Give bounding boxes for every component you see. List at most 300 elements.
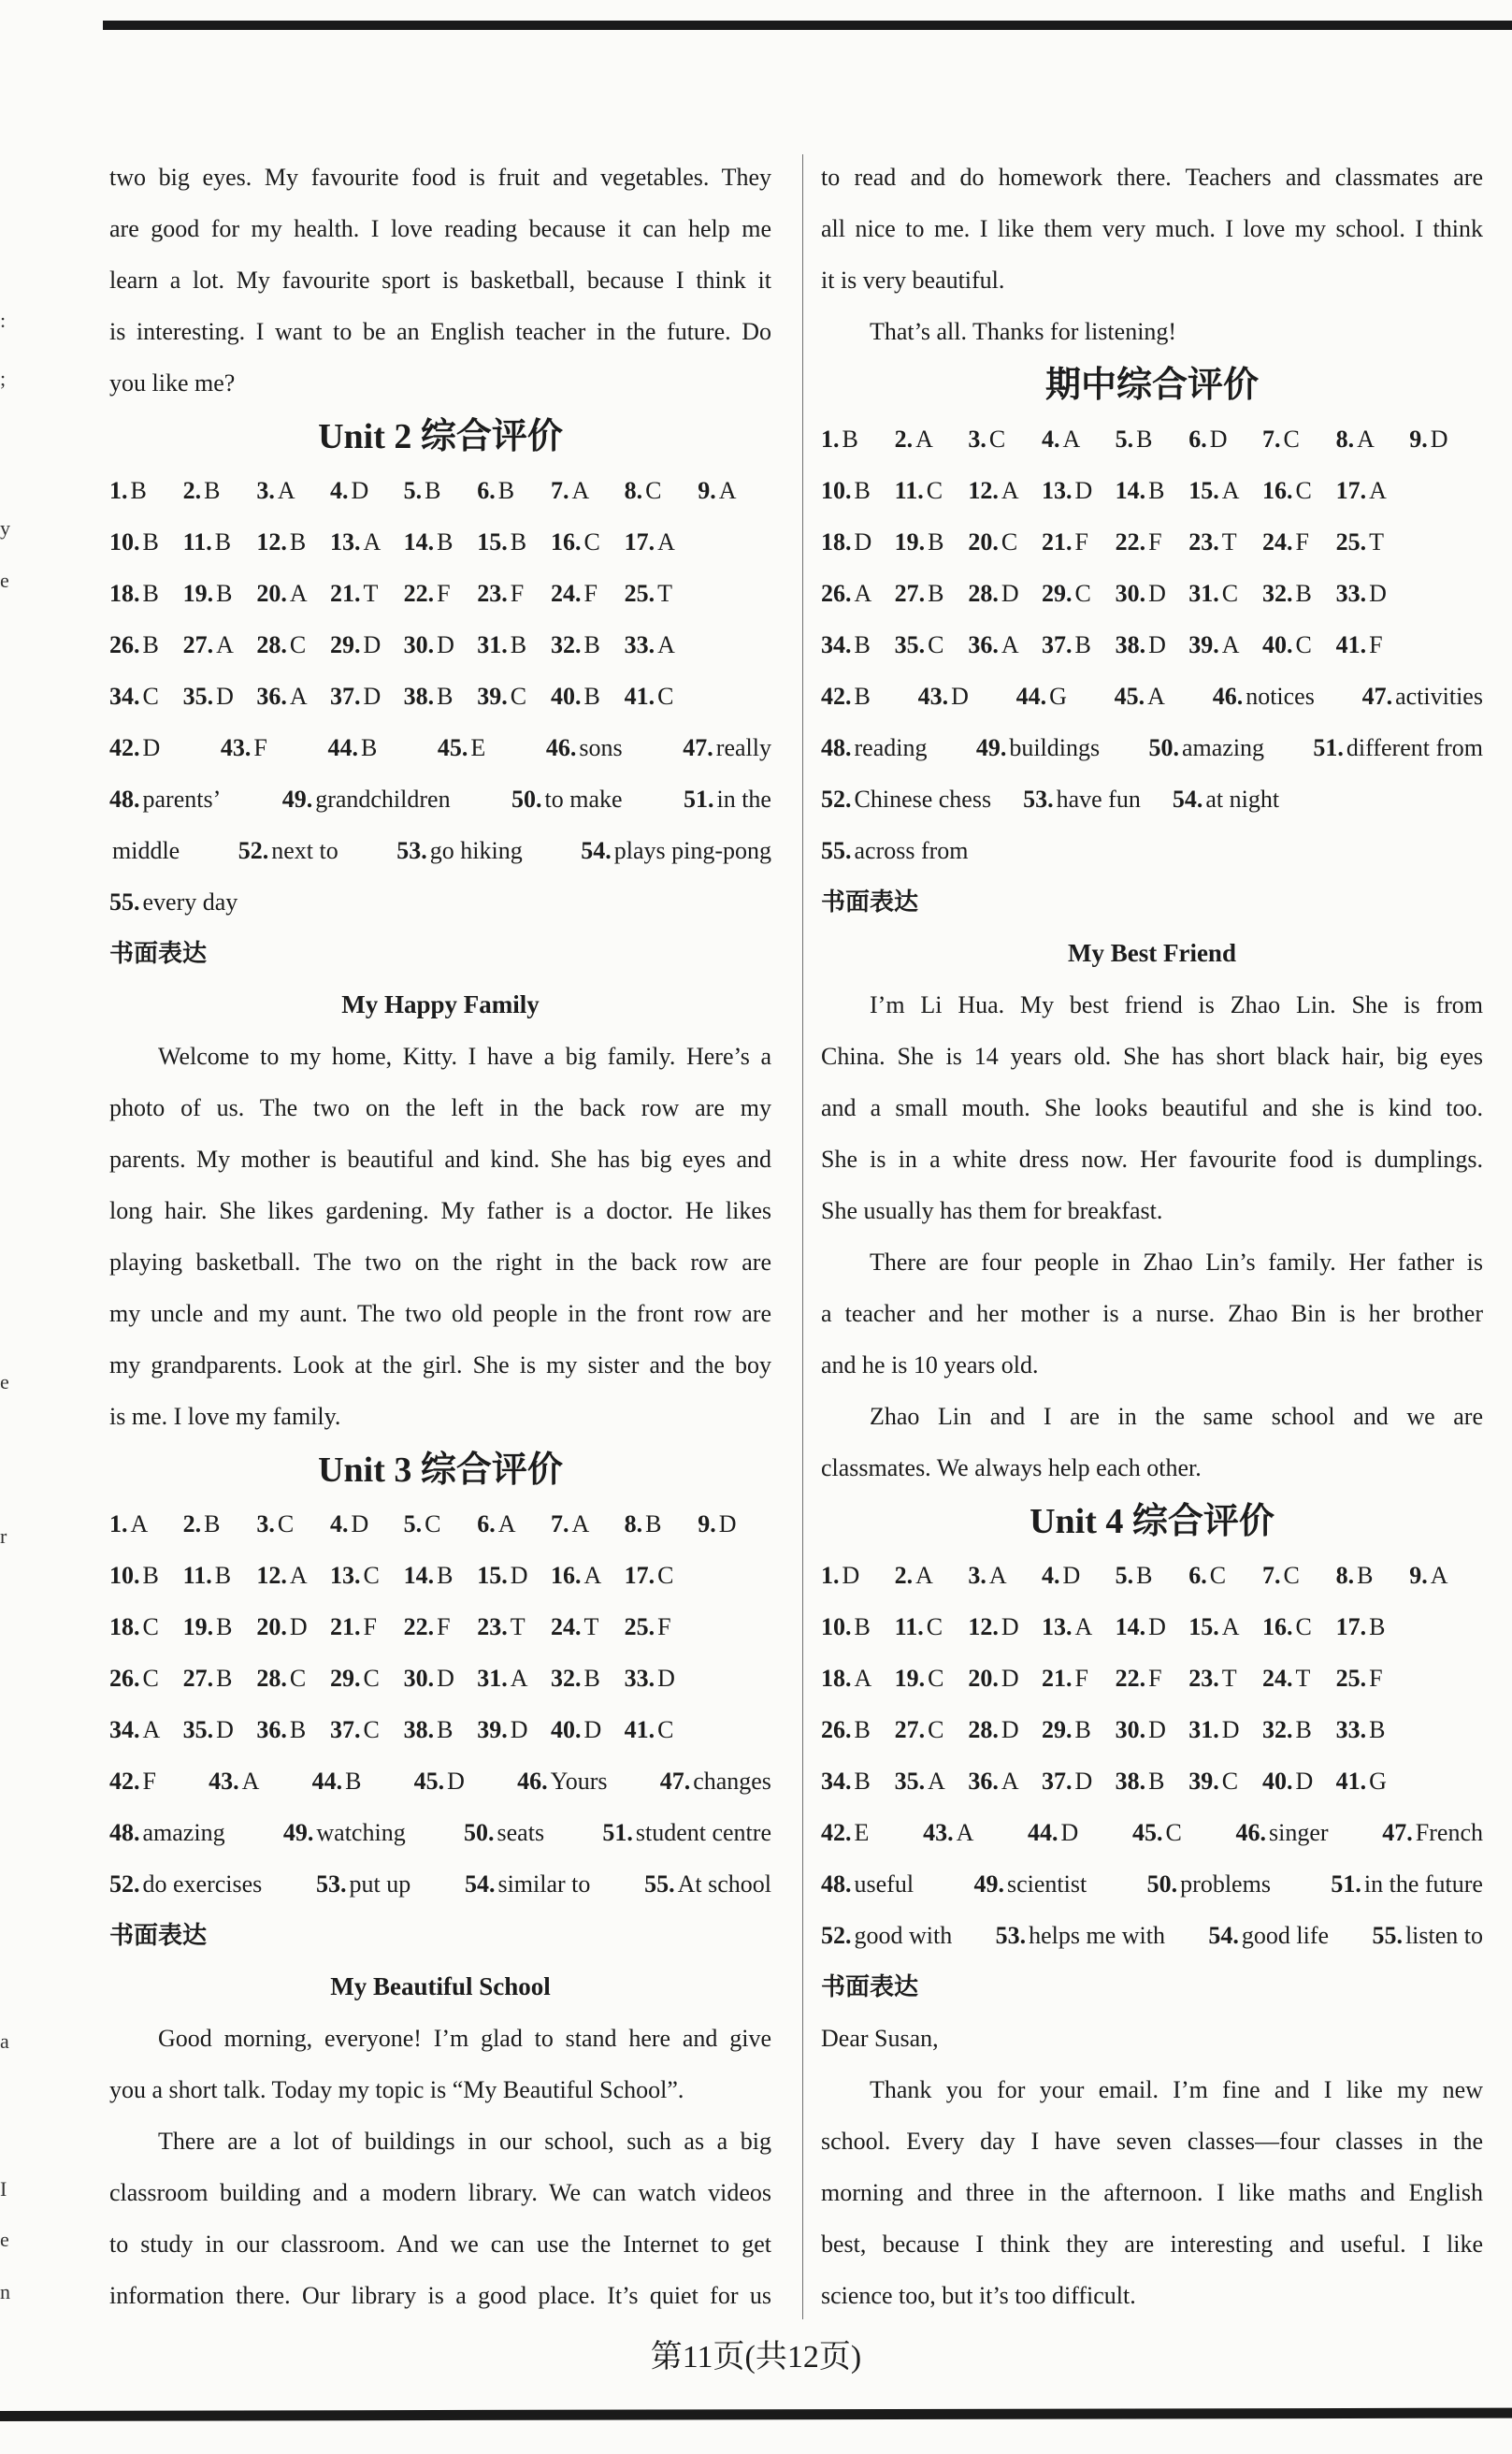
answer-value: A [1147, 683, 1165, 710]
answer-item [625, 568, 698, 619]
answer-number: 53. [1023, 786, 1054, 813]
answer-number: 35. [182, 683, 214, 710]
answer-number: 54. [1208, 1922, 1239, 1949]
answer-item [1262, 1755, 1336, 1807]
answer-number: 43. [209, 1768, 239, 1795]
answer-item [256, 1704, 330, 1755]
answer-value: middle [112, 837, 180, 864]
answer-number: 22. [1115, 1665, 1146, 1692]
answer-number: 7. [1261, 426, 1281, 453]
answer-number: 5. [403, 1510, 423, 1537]
answer-value: D [363, 631, 382, 658]
answer-item [1336, 568, 1410, 619]
answer-item [1023, 773, 1141, 825]
essay-line: is me. I love my family. [109, 1403, 341, 1430]
answer-item [895, 568, 969, 619]
answer-value: F [1369, 631, 1383, 658]
answer-number: 1. [821, 1562, 840, 1589]
answer-number: 49. [282, 1819, 314, 1846]
answer-item [1116, 1550, 1189, 1601]
answer-value: similar to [497, 1870, 591, 1898]
answer-number: 41. [1335, 1768, 1367, 1795]
answer-number: 3. [968, 1562, 986, 1589]
answer-item [330, 1704, 404, 1755]
essay-line: and he is 10 years old. [821, 1351, 1039, 1379]
answer-number: 5. [1115, 426, 1134, 453]
answer-row [821, 671, 1483, 722]
answer-row [821, 1858, 1483, 1910]
answer-item [1132, 1807, 1182, 1858]
answer-number: 43. [917, 683, 949, 710]
answer-item [1331, 1858, 1483, 1910]
answer-item [1042, 1755, 1116, 1807]
answer-number: 28. [256, 1665, 287, 1692]
answer-number: 16. [1261, 477, 1293, 504]
answer-item [1313, 722, 1483, 773]
answer-row [109, 1601, 771, 1653]
answer-number: 5. [403, 477, 423, 504]
answer-item [1372, 1910, 1483, 1961]
answer-number: 52. [821, 1922, 852, 1949]
answer-item [312, 1755, 362, 1807]
answer-item [1262, 619, 1336, 671]
answer-value: F [657, 1613, 671, 1640]
answer-number: 36. [968, 631, 999, 658]
answer-item [183, 1704, 257, 1755]
answer-row [821, 1653, 1483, 1704]
answer-item [330, 465, 404, 516]
answer-item [1336, 1601, 1410, 1653]
answer-item [821, 1704, 895, 1755]
answer-item [477, 671, 551, 722]
answer-value: C [142, 683, 159, 710]
answer-number: 3. [968, 426, 986, 453]
answer-number: 47. [659, 1768, 691, 1795]
answer-item [968, 413, 1042, 465]
answer-value: C [1283, 1562, 1300, 1589]
answer-value: activities [1395, 683, 1483, 710]
answer-number: 51. [1331, 1870, 1361, 1898]
edge-mark: n [0, 2280, 10, 2303]
answer-value: B [854, 477, 871, 504]
answer-number: 7. [550, 477, 569, 504]
answer-item [821, 671, 871, 722]
answer-item [477, 1704, 551, 1755]
answer-value: B [928, 528, 944, 556]
answer-number: 2. [894, 1562, 914, 1589]
answer-value: A [571, 477, 590, 504]
answer-value: T [583, 1613, 599, 1640]
answer-number: 48. [821, 1870, 852, 1898]
answer-value: C [289, 1665, 307, 1692]
answer-number: 52. [821, 786, 852, 813]
answer-value: B [1148, 477, 1165, 504]
answer-number: 53. [396, 837, 427, 864]
answer-item [109, 773, 221, 825]
answer-item [256, 1498, 330, 1550]
answer-item [1042, 465, 1116, 516]
answer-item [477, 1653, 551, 1704]
section-heading: 期中综合评价 [1044, 366, 1259, 405]
answer-item [183, 465, 257, 516]
answer-value: A [718, 477, 737, 504]
answer-number: 23. [1188, 528, 1219, 556]
answer-number: 17. [624, 1562, 655, 1589]
answer-value: A [1062, 426, 1081, 453]
answer-value: D [216, 683, 234, 710]
answer-number: 29. [329, 1665, 361, 1692]
answer-number: 18. [821, 1665, 852, 1692]
answer-number: 29. [329, 631, 361, 658]
answer-item [698, 1498, 771, 1550]
essay-line: She usually has them for breakfast. [821, 1197, 1163, 1224]
answer-value: B [854, 683, 871, 710]
answer-item [918, 671, 969, 722]
answer-item [256, 671, 330, 722]
answer-value: D [1060, 1819, 1079, 1846]
answer-value: A [142, 1716, 161, 1743]
answer-number: 13. [329, 1562, 361, 1589]
answer-item [109, 1498, 183, 1550]
answer-value: B [854, 1716, 871, 1743]
answer-number: 12. [256, 1562, 287, 1589]
answer-number: 15. [1188, 477, 1219, 504]
answer-row [109, 1498, 771, 1550]
answer-block [109, 465, 771, 928]
answer-number: 10. [821, 1613, 852, 1640]
answer-value: D [363, 683, 382, 710]
answer-value: A [1221, 631, 1240, 658]
answer-item [821, 1910, 952, 1961]
edge-mark: : [0, 309, 7, 332]
answer-number: 18. [109, 1613, 140, 1640]
answer-number: 42. [109, 734, 140, 761]
answer-item [1116, 568, 1189, 619]
answer-item [256, 1601, 330, 1653]
answer-value: amazing [142, 1819, 225, 1846]
answer-number: 49. [281, 786, 313, 813]
answer-number: 49. [975, 734, 1007, 761]
text-line: you like me? [109, 369, 236, 397]
answer-value: good life [1241, 1922, 1330, 1949]
essay-line: There are four people in Zhao Lin’s family. Her father is [870, 1249, 1483, 1276]
answer-item [330, 1550, 404, 1601]
answer-number: 40. [550, 1716, 582, 1743]
answer-row [821, 1807, 1483, 1858]
edge-mark: e [0, 569, 9, 592]
essay-line: classroom building and a modern library. We can watch videos [109, 2179, 771, 2206]
answer-number: 20. [968, 528, 999, 556]
answer-value: C [657, 683, 674, 710]
answer-value: scientist [1007, 1870, 1087, 1898]
answer-value: reading [854, 734, 928, 761]
answer-value: C [510, 683, 527, 710]
answer-item [551, 516, 625, 568]
left-column [109, 152, 771, 2321]
answer-number: 25. [624, 1613, 655, 1640]
answer-item [1336, 1653, 1410, 1704]
answer-value: student centre [635, 1819, 771, 1846]
essay-line: playing basketball. The two on the right in the back row are [109, 1249, 771, 1276]
answer-value: F [437, 580, 451, 607]
answer-value: D [1001, 1613, 1019, 1640]
answer-item [1042, 1550, 1116, 1601]
answer-number: 29. [1041, 1716, 1073, 1743]
answer-value: F [437, 1613, 451, 1640]
answer-item [1208, 1910, 1329, 1961]
column-divider [802, 154, 803, 2319]
answer-number: 45. [1114, 683, 1145, 710]
answer-value: A [657, 631, 675, 658]
answer-item [477, 1550, 551, 1601]
essay-title: My Best Friend [1068, 939, 1236, 967]
answer-value: B [360, 734, 378, 761]
answer-item [968, 465, 1042, 516]
answer-number: 20. [968, 1665, 999, 1692]
answer-number: 47. [683, 734, 713, 761]
answer-value: D [1001, 1716, 1019, 1743]
answer-item [183, 1653, 257, 1704]
answer-item [404, 1498, 478, 1550]
answer-item [923, 1807, 973, 1858]
answer-value: A [1001, 477, 1019, 504]
answer-item [1213, 671, 1315, 722]
answer-value: A [854, 580, 872, 607]
answer-value: have fun [1056, 786, 1141, 813]
answer-item [625, 465, 698, 516]
answer-value: F [1148, 1665, 1162, 1692]
answer-value: D [437, 631, 454, 658]
letter-greeting: Dear Susan, [821, 2025, 939, 2052]
answer-value: Chinese chess [854, 786, 992, 813]
answer-number: 31. [1188, 1716, 1219, 1743]
answer-value: next to [271, 837, 338, 864]
answer-item [895, 1550, 969, 1601]
answer-value: T [510, 1613, 526, 1640]
answer-number: 23. [477, 1613, 508, 1640]
answer-number: 55. [644, 1870, 675, 1898]
answer-item [109, 722, 160, 773]
answer-value: B [583, 631, 600, 658]
answer-row [821, 619, 1483, 671]
answer-item [821, 1601, 895, 1653]
answer-value: G [1049, 683, 1067, 710]
answer-value: A [1221, 477, 1240, 504]
answer-value: B [1295, 1716, 1312, 1743]
answer-row [109, 1755, 771, 1807]
answer-number: 45. [413, 1768, 445, 1795]
answer-block [821, 413, 1483, 876]
answer-item [396, 825, 522, 876]
answer-number: 38. [403, 1716, 435, 1743]
answer-item [968, 568, 1042, 619]
answer-value: C [583, 528, 600, 556]
answer-item [517, 1755, 607, 1807]
answer-item [1042, 413, 1116, 465]
answer-value: C [1295, 631, 1312, 658]
answer-row [109, 1807, 771, 1858]
answer-value: B [842, 426, 858, 453]
answer-number: 27. [894, 1716, 926, 1743]
answer-value: T [1369, 528, 1384, 556]
answer-row [109, 1653, 771, 1704]
answer-item [1115, 671, 1165, 722]
answer-value: A [1430, 1562, 1448, 1589]
answer-item [477, 1601, 551, 1653]
edge-mark: y [0, 516, 10, 540]
answer-number: 35. [182, 1716, 214, 1743]
essay-line: a teacher and her mother is a nurse. Zhao Bin is her brother [821, 1300, 1483, 1327]
answer-value: F [510, 580, 525, 607]
edge-mark: e [0, 1370, 9, 1393]
answer-number: 51. [683, 786, 714, 813]
answer-value: C [645, 477, 662, 504]
answer-item [330, 619, 404, 671]
answer-value: D [1001, 1665, 1019, 1692]
answer-row [821, 516, 1483, 568]
answer-item [238, 825, 338, 876]
essay-line: There are a lot of buildings in our school, such as a big [158, 2128, 771, 2155]
answer-item [1409, 413, 1483, 465]
answer-value: buildings [1009, 734, 1101, 761]
answer-value: go hiking [429, 837, 523, 864]
answer-item [996, 1910, 1165, 1961]
answer-number: 32. [1261, 580, 1293, 607]
answer-number: 15. [477, 1562, 508, 1589]
answer-number: 50. [1146, 1870, 1178, 1898]
answer-number: 37. [1041, 1768, 1073, 1795]
answer-item [968, 619, 1042, 671]
answer-number: 8. [1335, 1562, 1355, 1589]
answer-value: A [130, 1510, 149, 1537]
answer-row [821, 568, 1483, 619]
answer-number: 32. [1261, 1716, 1293, 1743]
answer-number: 39. [1188, 1768, 1219, 1795]
answer-item [109, 516, 183, 568]
answer-item [1262, 516, 1336, 568]
answer-item [821, 465, 895, 516]
answer-number: 8. [624, 477, 643, 504]
answer-item [256, 465, 330, 516]
answer-value: B [1136, 1562, 1153, 1589]
answer-number: 50. [511, 786, 542, 813]
answer-number: 9. [1409, 1562, 1428, 1589]
answer-number: 1. [109, 477, 128, 504]
answer-number: 48. [821, 734, 852, 761]
answer-number: 21. [1041, 1665, 1073, 1692]
section-heading: Unit 2 综合评价 [318, 417, 563, 456]
answer-number: 26. [821, 1716, 852, 1743]
answer-item [821, 1858, 914, 1910]
answer-value: A [571, 1510, 590, 1537]
answer-value: C [277, 1510, 295, 1537]
answer-value: B [142, 631, 159, 658]
answer-value: A [510, 1665, 528, 1692]
answer-value: C [657, 1716, 674, 1743]
essay-line: Good morning, everyone! I’m glad to stand here and give [158, 2025, 771, 2052]
answer-value: F [1074, 528, 1088, 556]
answer-number: 33. [1335, 1716, 1367, 1743]
answer-number: 11. [182, 1562, 212, 1589]
answer-item [465, 1858, 590, 1910]
answer-number: 31. [477, 1665, 508, 1692]
answer-item [1148, 722, 1264, 773]
answer-number: 44. [327, 734, 358, 761]
answer-item [821, 1653, 895, 1704]
answer-item [477, 465, 551, 516]
answer-value: A [1357, 426, 1375, 453]
answer-number: 44. [311, 1768, 343, 1795]
answer-number: 24. [550, 1613, 582, 1640]
answer-value: A [241, 1768, 260, 1795]
answer-item [1116, 1653, 1189, 1704]
answer-number: 36. [256, 1716, 287, 1743]
answer-row [109, 1858, 771, 1910]
answer-number: 26. [821, 580, 852, 607]
answer-number: 7. [1261, 1562, 1281, 1589]
answer-item [1116, 619, 1189, 671]
answer-number: 20. [256, 1613, 287, 1640]
answer-number: 1. [109, 1510, 128, 1537]
answer-value: B [437, 528, 454, 556]
answer-value: D [351, 477, 369, 504]
answer-value: B [583, 1665, 600, 1692]
writing-label: 书面表达 [109, 1922, 208, 1949]
answer-number: 55. [109, 888, 140, 916]
answer-value: grandchildren [315, 786, 451, 813]
answer-number: 26. [109, 1665, 140, 1692]
answer-item [1042, 568, 1116, 619]
answer-item [683, 722, 771, 773]
answer-item [895, 1755, 969, 1807]
answer-item [698, 465, 771, 516]
answer-number: 7. [550, 1510, 569, 1537]
answer-value: A [363, 528, 382, 556]
answer-number: 25. [1335, 528, 1367, 556]
essay-line: and a small mouth. She looks beautiful and she is kind too. [821, 1094, 1483, 1121]
answer-value: D [289, 1613, 308, 1640]
answer-item [551, 568, 625, 619]
answer-value: B [1369, 1716, 1386, 1743]
essay-line: I’m Li Hua. My best friend is Zhao Lin. She is from [870, 991, 1483, 1018]
answer-item [821, 568, 895, 619]
answer-number: 23. [1188, 1665, 1219, 1692]
answer-item [968, 1704, 1042, 1755]
answer-value: C [1295, 477, 1312, 504]
answer-number: 11. [894, 477, 924, 504]
answer-item [1336, 1704, 1410, 1755]
answer-value: D [1074, 1768, 1093, 1795]
answer-value: F [1369, 1665, 1383, 1692]
answer-item [1042, 1653, 1116, 1704]
answer-number: 50. [464, 1819, 495, 1846]
edge-mark: ; [0, 367, 7, 390]
answer-number: 47. [1361, 683, 1393, 710]
answer-item [1262, 1550, 1336, 1601]
answer-number: 54. [581, 837, 612, 864]
answer-row [109, 773, 771, 825]
answer-item [109, 619, 183, 671]
answer-value: A [289, 683, 308, 710]
answer-row [821, 413, 1483, 465]
answer-row [821, 1550, 1483, 1601]
answer-row [821, 773, 1483, 825]
answer-item [821, 1550, 895, 1601]
text-line: are good for my health. I love reading because it can help me [109, 215, 771, 242]
answer-value: C [926, 1613, 943, 1640]
answer-value: A [583, 1562, 602, 1589]
answer-value: B [1295, 580, 1312, 607]
